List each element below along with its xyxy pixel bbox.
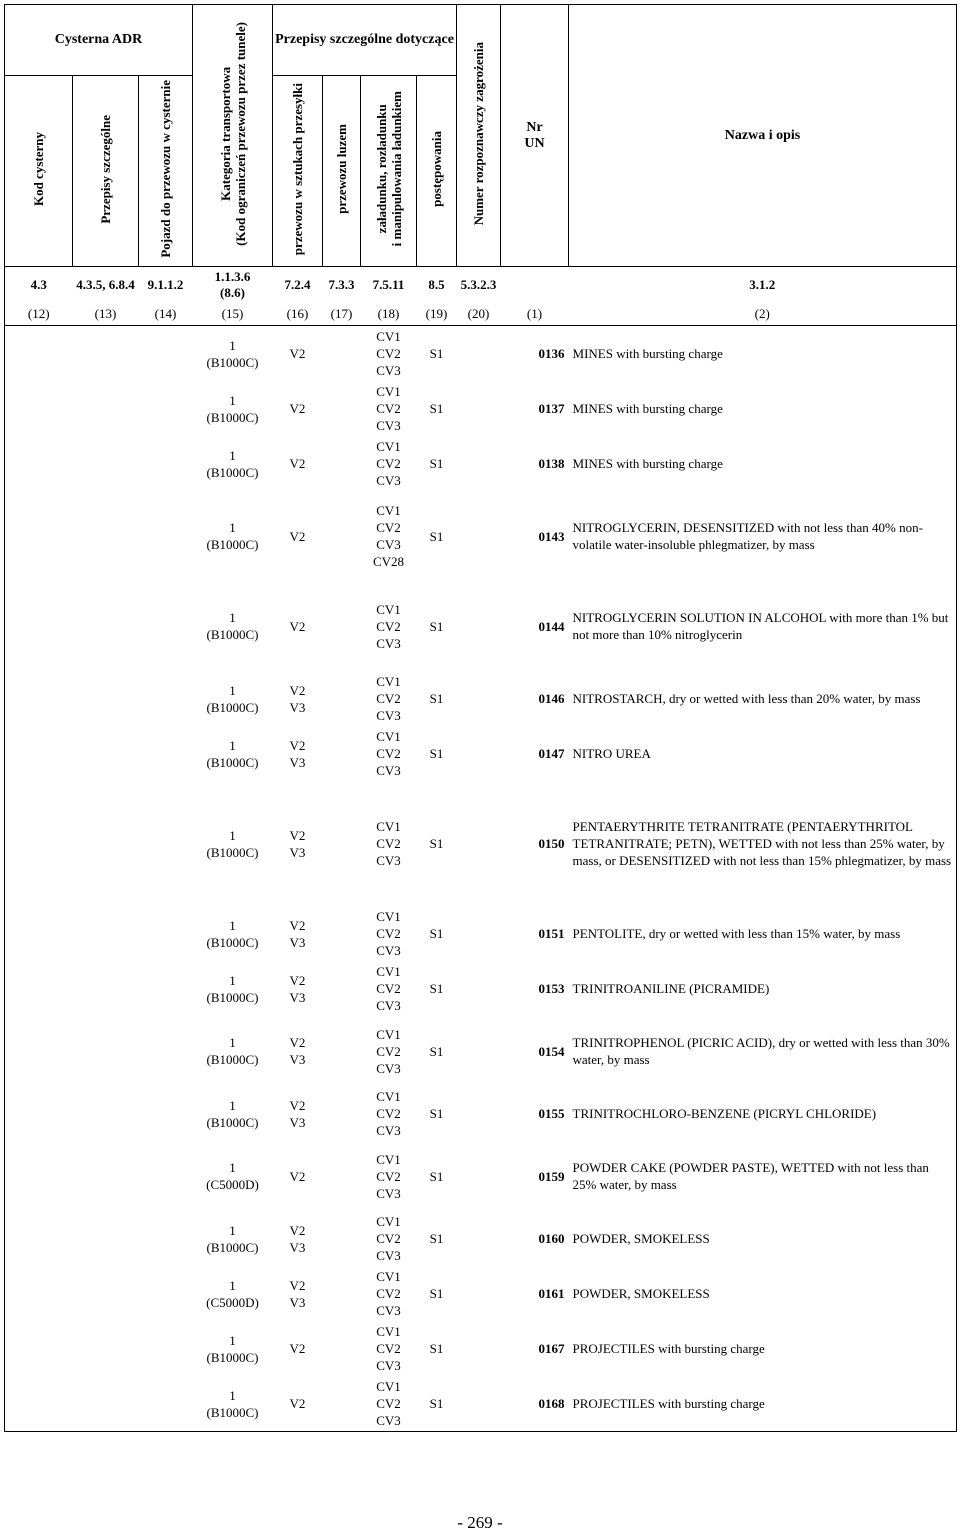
table-row bbox=[5, 671, 957, 726]
loading-provisions: CV1 CV2 CV3 bbox=[376, 1214, 401, 1263]
packages-provisions: V2 V3 bbox=[289, 1277, 306, 1310]
empty-cell bbox=[5, 1086, 73, 1141]
header-group-special: Przepisy szczególne dotyczące bbox=[273, 5, 457, 76]
operation-provisions: S1 bbox=[429, 1341, 444, 1356]
transport-category: 1 (B1000C) bbox=[206, 917, 259, 950]
column-number: (1) bbox=[501, 303, 569, 326]
transport-category: 1 (B1000C) bbox=[206, 337, 259, 370]
table-row bbox=[5, 1086, 957, 1141]
substance-name: NITRO UREA bbox=[569, 726, 957, 781]
substance-name: MINES with bursting charge bbox=[569, 326, 957, 382]
empty-cell bbox=[139, 326, 193, 382]
operation-provisions: S1 bbox=[429, 691, 444, 706]
loading-provisions: CV1 CV2 CV3 bbox=[376, 674, 401, 723]
empty-cell bbox=[73, 581, 139, 671]
header-group-tank: Cysterna ADR bbox=[5, 5, 193, 76]
operation-provisions: S1 bbox=[429, 346, 444, 361]
substance-name: POWDER CAKE (POWDER PASTE), WETTED with not less than 25% water, by mass bbox=[569, 1141, 957, 1211]
table-row bbox=[5, 1141, 957, 1211]
empty-cell bbox=[457, 381, 501, 436]
column-number: (15) bbox=[193, 303, 273, 326]
un-number: 0155 bbox=[538, 1106, 565, 1121]
header-bulk: przewozu luzem bbox=[323, 76, 361, 267]
column-number: (20) bbox=[457, 303, 501, 326]
empty-cell bbox=[139, 1376, 193, 1432]
loading-provisions: CV1 CV2 CV3 bbox=[376, 384, 401, 433]
table-row bbox=[5, 581, 957, 671]
empty-cell bbox=[5, 1266, 73, 1321]
un-number: 0153 bbox=[538, 981, 565, 996]
transport-category: 1 (B1000C) bbox=[206, 392, 259, 425]
packages-provisions: V2 V3 bbox=[289, 737, 306, 770]
packages-provisions: V2 V3 bbox=[289, 1222, 306, 1255]
un-number: 0136 bbox=[538, 346, 565, 361]
loading-provisions: CV1 CV2 CV3 bbox=[376, 1089, 401, 1138]
transport-category: 1 (B1000C) bbox=[206, 737, 259, 770]
empty-cell bbox=[457, 726, 501, 781]
empty-cell bbox=[323, 961, 361, 1016]
substance-name: NITROGLYCERIN SOLUTION IN ALCOHOL with more than 1% but not more than 10% nitroglycerin bbox=[569, 581, 957, 671]
loading-provisions: CV1 CV2 CV3 bbox=[361, 1376, 417, 1432]
empty-cell bbox=[5, 1376, 73, 1432]
transport-category: 1 (B1000C) bbox=[206, 827, 259, 860]
ref-loading: 7.5.11 bbox=[372, 277, 405, 292]
substance-name: TRINITROCHLORO-BENZENE (PICRYL CHLORIDE) bbox=[569, 1086, 957, 1141]
empty-cell bbox=[139, 961, 193, 1016]
packages-provisions: V2 bbox=[289, 401, 306, 416]
operation-provisions: S1 bbox=[429, 1231, 444, 1246]
substance-name: POWDER, SMOKELESS bbox=[569, 1211, 957, 1266]
un-number: 0161 bbox=[538, 1286, 565, 1301]
reference-row bbox=[5, 267, 957, 304]
operation-provisions: S1 bbox=[429, 401, 444, 416]
loading-provisions: CV1 CV2 CV3 bbox=[376, 729, 401, 778]
empty-cell bbox=[457, 1141, 501, 1211]
loading-provisions: CV1 CV2 CV3 bbox=[376, 819, 401, 868]
empty-cell bbox=[323, 326, 361, 382]
operation-provisions: S1 bbox=[429, 836, 444, 851]
packages-provisions: V2 bbox=[289, 1341, 306, 1356]
packages-provisions: V2 V3 bbox=[289, 972, 306, 1005]
header-hazard: Numer rozpoznawczy zagrożenia bbox=[457, 5, 501, 267]
transport-category: 1 (C5000D) bbox=[206, 1277, 259, 1310]
table-row bbox=[5, 1211, 957, 1266]
empty-cell bbox=[73, 1141, 139, 1211]
empty-cell bbox=[457, 1321, 501, 1376]
operation-provisions: S1 bbox=[429, 618, 444, 634]
operation-provisions: S1 bbox=[429, 528, 444, 544]
loading-provisions: CV1 CV2 CV3 bbox=[376, 1269, 401, 1318]
header-special-provisions: Przepisy szczególne bbox=[73, 76, 139, 267]
empty-cell bbox=[73, 1376, 139, 1432]
loading-provisions: CV1 CV2 CV3 bbox=[376, 329, 401, 378]
transport-category: 1 (B1000C) bbox=[206, 1097, 259, 1130]
table-row bbox=[5, 326, 957, 382]
empty-cell bbox=[5, 671, 73, 726]
loading-provisions: CV1 CV2 CV3 bbox=[376, 1026, 401, 1076]
empty-cell bbox=[5, 436, 73, 491]
empty-cell bbox=[323, 906, 361, 961]
loading-provisions: CV1 CV2 CV3 bbox=[376, 1151, 401, 1201]
empty-cell bbox=[139, 1321, 193, 1376]
operation-provisions: S1 bbox=[429, 1286, 444, 1301]
empty-cell bbox=[5, 1141, 73, 1211]
ref-special-provisions: 4.3.5, 6.8.4 bbox=[76, 277, 135, 292]
empty-cell bbox=[73, 326, 139, 382]
empty-cell bbox=[457, 906, 501, 961]
transport-category: 1 (B1000C) bbox=[206, 1332, 259, 1365]
substance-name: MINES with bursting charge bbox=[569, 381, 957, 436]
transport-category: 1 (B1000C) bbox=[206, 447, 259, 480]
packages-provisions: V2 V3 bbox=[289, 1035, 306, 1067]
header-un-number: Nr UN bbox=[501, 5, 569, 267]
substance-name: NITROGLYCERIN, DESENSITIZED with not less than 40% non-volatile water-insoluble phlegmatizer, by mass bbox=[569, 491, 957, 581]
operation-provisions: S1 bbox=[429, 981, 444, 996]
packages-provisions: V2 bbox=[289, 1168, 306, 1184]
column-number: (19) bbox=[417, 303, 457, 326]
header-vehicle: Pojazd do przewozu w cysternie bbox=[139, 76, 193, 267]
empty-cell bbox=[323, 436, 361, 491]
empty-cell bbox=[457, 961, 501, 1016]
table-row bbox=[5, 1266, 957, 1321]
empty-cell bbox=[5, 906, 73, 961]
loading-provisions: CV1 CV2 CV3 bbox=[376, 964, 401, 1013]
empty-cell bbox=[5, 491, 73, 581]
header-name: Nazwa i opis bbox=[569, 5, 957, 267]
column-number: (2) bbox=[569, 303, 957, 326]
operation-provisions: S1 bbox=[429, 746, 444, 761]
empty-cell bbox=[323, 671, 361, 726]
ref-packages: 7.2.4 bbox=[284, 277, 311, 292]
table-row bbox=[5, 491, 957, 581]
empty-cell bbox=[139, 1016, 193, 1086]
table-row bbox=[5, 1016, 957, 1086]
header-operation: postępowania bbox=[417, 76, 457, 267]
empty-cell bbox=[323, 1321, 361, 1376]
packages-provisions: V2 bbox=[289, 618, 306, 634]
empty-cell bbox=[73, 491, 139, 581]
empty-cell bbox=[139, 906, 193, 961]
empty-cell bbox=[5, 381, 73, 436]
table-row bbox=[5, 906, 957, 961]
empty-cell bbox=[73, 726, 139, 781]
empty-cell bbox=[73, 436, 139, 491]
ref-un bbox=[501, 267, 569, 304]
column-number: (16) bbox=[273, 303, 323, 326]
transport-category: 1 (B1000C) bbox=[206, 610, 259, 642]
packages-provisions: V2 bbox=[289, 346, 306, 361]
empty-cell bbox=[73, 781, 139, 906]
un-number: 0138 bbox=[538, 456, 565, 471]
empty-cell bbox=[5, 1016, 73, 1086]
column-number-row bbox=[5, 303, 957, 326]
empty-cell bbox=[323, 1141, 361, 1211]
substance-name: TRINITROANILINE (PICRAMIDE) bbox=[569, 961, 957, 1016]
column-number: (12) bbox=[5, 303, 73, 326]
empty-cell bbox=[139, 436, 193, 491]
table-row bbox=[5, 726, 957, 781]
operation-provisions: S1 bbox=[429, 1106, 444, 1121]
packages-provisions: V2 V3 bbox=[289, 1097, 306, 1130]
un-number: 0159 bbox=[538, 1168, 565, 1184]
column-number: (17) bbox=[323, 303, 361, 326]
empty-cell bbox=[457, 1376, 501, 1432]
substance-name: TRINITROPHENOL (PICRIC ACID), dry or wetted with less than 30% water, by mass bbox=[569, 1016, 957, 1086]
empty-cell bbox=[139, 726, 193, 781]
column-number: (13) bbox=[73, 303, 139, 326]
substance-name: NITROSTARCH, dry or wetted with less than 20% water, by mass bbox=[569, 671, 957, 726]
empty-cell bbox=[139, 1266, 193, 1321]
substance-name: PENTAERYTHRITE TETRANITRATE (PENTAERYTHRITOL TETRANITRATE; PETN), WETTED with not less than 25% water, by mass, or DESENSITIZED with not less than 15% phlegmatizer, by mass bbox=[569, 781, 957, 906]
loading-provisions: CV1 CV2 CV3 CV28 bbox=[372, 503, 405, 569]
transport-category: 1 (B1000C) bbox=[206, 520, 259, 552]
substance-name: MINES with bursting charge bbox=[569, 436, 957, 491]
empty-cell bbox=[139, 781, 193, 906]
empty-cell bbox=[73, 1086, 139, 1141]
adr-table bbox=[4, 4, 957, 1432]
table-row bbox=[5, 961, 957, 1016]
packages-provisions: V2 V3 bbox=[289, 917, 306, 950]
table-row bbox=[5, 436, 957, 491]
ref-vehicle: 9.1.1.2 bbox=[147, 277, 184, 292]
ref-hazard: 5.3.2.3 bbox=[460, 277, 497, 292]
table-row bbox=[5, 781, 957, 906]
operation-provisions: S1 bbox=[429, 456, 444, 471]
empty-cell bbox=[73, 671, 139, 726]
packages-provisions: V2 bbox=[289, 528, 306, 544]
empty-cell bbox=[139, 381, 193, 436]
empty-cell bbox=[457, 326, 501, 382]
un-number: 0146 bbox=[538, 691, 565, 706]
empty-cell bbox=[5, 581, 73, 671]
empty-cell bbox=[73, 1211, 139, 1266]
substance-name: POWDER, SMOKELESS bbox=[569, 1266, 957, 1321]
packages-provisions: V2 V3 bbox=[289, 827, 306, 860]
operation-provisions: S1 bbox=[429, 926, 444, 941]
un-number: 0143 bbox=[538, 528, 565, 544]
empty-cell bbox=[457, 581, 501, 671]
packages-provisions: V2 bbox=[273, 1376, 323, 1432]
un-number: 0147 bbox=[538, 746, 565, 761]
empty-cell bbox=[323, 781, 361, 906]
empty-cell bbox=[457, 1211, 501, 1266]
un-number: 0160 bbox=[538, 1231, 565, 1246]
table-row bbox=[5, 1321, 957, 1376]
empty-cell bbox=[323, 581, 361, 671]
empty-cell bbox=[73, 1321, 139, 1376]
empty-cell bbox=[73, 961, 139, 1016]
empty-cell bbox=[139, 1086, 193, 1141]
empty-cell bbox=[139, 1141, 193, 1211]
un-number: 0154 bbox=[538, 1043, 565, 1059]
column-number: (18) bbox=[361, 303, 417, 326]
empty-cell bbox=[457, 781, 501, 906]
empty-cell bbox=[5, 1211, 73, 1266]
empty-cell bbox=[5, 961, 73, 1016]
empty-cell bbox=[73, 1016, 139, 1086]
un-number: 0137 bbox=[538, 401, 565, 416]
empty-cell bbox=[457, 1016, 501, 1086]
empty-cell bbox=[5, 1321, 73, 1376]
ref-bulk: 7.3.3 bbox=[328, 277, 355, 292]
substance-name: PROJECTILES with bursting charge bbox=[569, 1321, 957, 1376]
transport-category: 1 (B1000C) bbox=[206, 682, 259, 715]
ref-operation: 8.5 bbox=[428, 277, 445, 292]
empty-cell bbox=[139, 491, 193, 581]
empty-cell bbox=[457, 671, 501, 726]
empty-cell bbox=[5, 726, 73, 781]
loading-provisions: CV1 CV2 CV3 bbox=[376, 909, 401, 958]
transport-category: 1 (B1000C) bbox=[206, 972, 259, 1005]
empty-cell bbox=[139, 581, 193, 671]
empty-cell bbox=[73, 1266, 139, 1321]
header-tank-code: Kod cysterny bbox=[5, 76, 73, 267]
un-number: 0168 bbox=[501, 1376, 569, 1432]
page-number: - 269 - bbox=[457, 1513, 503, 1532]
empty-cell bbox=[323, 491, 361, 581]
empty-cell bbox=[323, 1266, 361, 1321]
column-number: (14) bbox=[139, 303, 193, 326]
empty-cell bbox=[323, 1016, 361, 1086]
empty-cell bbox=[457, 491, 501, 581]
empty-cell bbox=[73, 381, 139, 436]
empty-cell bbox=[323, 1376, 361, 1432]
table-row bbox=[5, 1376, 957, 1432]
header-loading: załadunku, rozładunku i manipulowania ładunkiem bbox=[361, 76, 417, 267]
loading-provisions: CV1 CV2 CV3 bbox=[376, 601, 401, 651]
empty-cell bbox=[73, 906, 139, 961]
transport-category: 1 (B1000C) bbox=[206, 1222, 259, 1255]
ref-tank-code: 4.3 bbox=[5, 267, 73, 304]
operation-provisions: S1 bbox=[417, 1376, 457, 1432]
ref-transport-category: 1.1.3.6 (8.6) bbox=[214, 269, 251, 300]
header-transport-category: Kategoria transportowa (Kod ograniczeń przewozu przez tunele) bbox=[193, 5, 273, 267]
empty-cell bbox=[139, 671, 193, 726]
empty-cell bbox=[323, 381, 361, 436]
empty-cell bbox=[5, 326, 73, 382]
header-packages: przewozu w sztukach przesyłki bbox=[273, 76, 323, 267]
empty-cell bbox=[323, 1086, 361, 1141]
empty-cell bbox=[457, 1086, 501, 1141]
transport-category: 1 (B1000C) bbox=[193, 1376, 273, 1432]
empty-cell bbox=[457, 436, 501, 491]
un-number: 0144 bbox=[538, 618, 565, 634]
empty-cell bbox=[323, 726, 361, 781]
empty-cell bbox=[139, 1211, 193, 1266]
un-number: 0167 bbox=[538, 1341, 565, 1356]
packages-provisions: V2 V3 bbox=[289, 682, 306, 715]
loading-provisions: CV1 CV2 CV3 bbox=[376, 1324, 401, 1373]
empty-cell bbox=[5, 781, 73, 906]
substance-name: PROJECTILES with bursting charge bbox=[569, 1376, 957, 1432]
empty-cell bbox=[457, 1266, 501, 1321]
loading-provisions: CV1 CV2 CV3 bbox=[376, 439, 401, 488]
operation-provisions: S1 bbox=[429, 1043, 444, 1059]
empty-cell bbox=[323, 1211, 361, 1266]
transport-category: 1 (B1000C) bbox=[206, 1035, 259, 1067]
operation-provisions: S1 bbox=[429, 1168, 444, 1184]
substance-name: PENTOLITE, dry or wetted with less than 15% water, by mass bbox=[569, 906, 957, 961]
packages-provisions: V2 bbox=[289, 456, 306, 471]
ref-name: 3.1.2 bbox=[569, 267, 957, 304]
un-number: 0151 bbox=[538, 926, 565, 941]
table-row bbox=[5, 381, 957, 436]
transport-category: 1 (C5000D) bbox=[206, 1160, 259, 1192]
un-number: 0150 bbox=[538, 836, 565, 851]
